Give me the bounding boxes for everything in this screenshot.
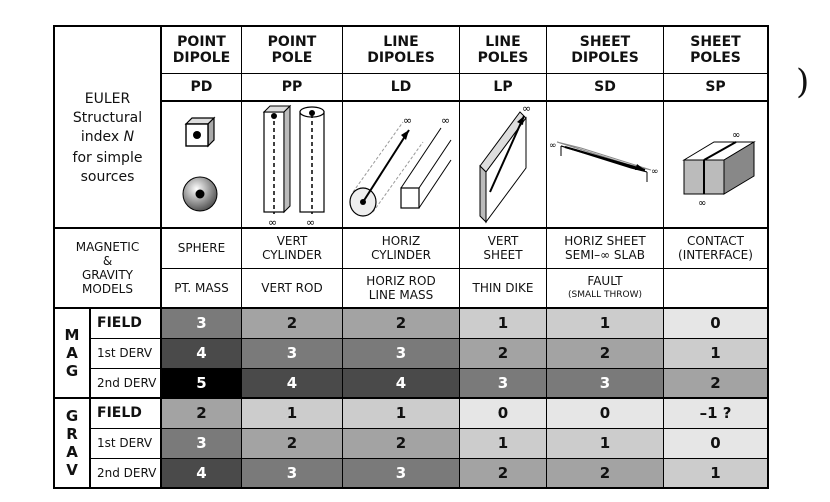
column-name-line-2: DIPOLES — [571, 49, 639, 66]
group-letter: V — [66, 461, 78, 479]
group-label-grav — [54, 398, 90, 488]
contact-block-icon — [664, 101, 769, 228]
row-label: 1st DERV — [90, 428, 161, 458]
title-line-1: EULER — [84, 90, 131, 107]
group-letter: G — [65, 362, 79, 380]
svg-text:∞: ∞ — [651, 167, 659, 177]
index-value-sd: 2 — [547, 458, 664, 488]
column-name-line-2: POLE — [271, 49, 313, 66]
mag-model-line: SEMI–∞ SLAB — [565, 248, 645, 263]
column-header-lp — [460, 26, 547, 73]
index-value-pd: 5 — [161, 368, 242, 398]
column-header-pp — [242, 26, 343, 73]
column-abbr-sd: SD — [547, 73, 664, 101]
index-value-ld: 2 — [343, 428, 460, 458]
svg-text:∞: ∞ — [732, 130, 741, 141]
mag-model-ld — [343, 228, 460, 268]
models-label-line: MODELS — [82, 282, 133, 296]
grav-model-line: VERT ROD — [261, 280, 323, 295]
column-abbr-ld: LD — [343, 73, 460, 101]
mag-model-sd — [547, 228, 664, 268]
row-label: FIELD — [90, 398, 161, 428]
column-name-line-1: LINE — [485, 33, 521, 50]
horizontal-cylinders-icon — [343, 101, 460, 228]
models-label-line: MAGNETIC — [75, 240, 140, 254]
row-label: 1st DERV — [90, 338, 161, 368]
svg-text:∞: ∞ — [403, 114, 413, 127]
title-line-2: Structural — [72, 109, 143, 126]
group-letter: G — [65, 407, 79, 425]
row-label: 2nd DERV — [90, 368, 161, 398]
index-value-sp: –1 ? — [664, 398, 769, 428]
grav-model-ld — [343, 268, 460, 308]
mag-model-line: (INTERFACE) — [678, 248, 753, 263]
grav-model-pd — [161, 268, 242, 308]
index-value-lp: 1 — [460, 428, 547, 458]
index-value-sd: 0 — [547, 398, 664, 428]
group-label-mag — [54, 308, 90, 398]
index-value-pp: 3 — [242, 338, 343, 368]
index-value-ld: 3 — [343, 458, 460, 488]
euler-title-cell — [54, 26, 161, 228]
column-header-sp — [664, 26, 769, 73]
index-value-lp: 2 — [460, 458, 547, 488]
grav-model-line: FAULT — [587, 273, 623, 288]
index-value-sp: 2 — [664, 368, 769, 398]
index-value-pd: 2 — [161, 398, 242, 428]
value-row — [54, 428, 768, 458]
column-abbr-sp: SP — [664, 73, 769, 101]
svg-text:∞: ∞ — [549, 141, 557, 151]
column-header-pd — [161, 26, 242, 73]
grav-model-sp — [664, 268, 769, 308]
mag-model-line: CYLINDER — [262, 248, 322, 263]
grav-model-note: (SMALL THROW) — [567, 289, 643, 300]
svg-text:∞: ∞ — [306, 216, 316, 227]
group-letter: A — [66, 344, 78, 362]
mag-model-line: CYLINDER — [371, 248, 431, 263]
mag-model-line: HORIZ SHEET — [564, 234, 646, 249]
column-name-line-1: POINT — [177, 33, 226, 50]
svg-text:∞: ∞ — [268, 216, 278, 227]
vertical-cylinders-icon — [242, 101, 343, 228]
index-value-pp: 2 — [242, 308, 343, 338]
index-value-ld: 4 — [343, 368, 460, 398]
index-value-ld: 3 — [343, 338, 460, 368]
mag-model-line: CONTACT — [687, 234, 744, 249]
index-value-pd: 4 — [161, 338, 242, 368]
column-name-line-2: POLES — [477, 49, 529, 66]
row-label: 2nd DERV — [90, 458, 161, 488]
index-value-ld: 2 — [343, 308, 460, 338]
models-label — [54, 228, 161, 308]
index-value-pd: 3 — [161, 428, 242, 458]
grav-model-sd — [547, 268, 664, 308]
mag-model-line: HORIZ — [381, 234, 421, 249]
column-header-sd — [547, 26, 664, 73]
euler-index-table — [53, 25, 769, 489]
index-value-sp: 1 — [664, 458, 769, 488]
index-value-lp: 2 — [460, 338, 547, 368]
column-header-ld — [343, 26, 460, 73]
column-name-line-2: DIPOLES — [367, 49, 435, 66]
mag-model-sp — [664, 228, 769, 268]
index-value-sd: 1 — [547, 308, 664, 338]
cube-and-sphere-icon — [161, 101, 242, 228]
title-line-5: sources — [80, 168, 135, 185]
index-value-sd: 1 — [547, 428, 664, 458]
group-letter: A — [66, 443, 78, 461]
index-value-pd: 3 — [161, 308, 242, 338]
index-value-sp: 1 — [664, 338, 769, 368]
index-value-ld: 1 — [343, 398, 460, 428]
vertical-sheet-icon — [460, 101, 547, 228]
grav-model-line: HORIZ ROD — [366, 273, 436, 288]
svg-text:∞: ∞ — [522, 102, 532, 115]
grav-model-line: PT. MASS — [174, 280, 229, 295]
title-line-4: for simple — [72, 149, 143, 166]
index-value-lp: 3 — [460, 368, 547, 398]
svg-text:∞: ∞ — [698, 198, 707, 209]
models-label-line: GRAVITY — [82, 268, 133, 282]
index-value-pp: 4 — [242, 368, 343, 398]
svg-text:∞: ∞ — [441, 114, 451, 127]
grav-model-pp — [242, 268, 343, 308]
value-row — [54, 308, 768, 338]
column-name-line-1: POINT — [267, 33, 317, 50]
models-label-line: & — [102, 254, 113, 268]
value-row — [54, 368, 768, 398]
column-name-line-1: LINE — [383, 33, 419, 50]
column-abbr-pd: PD — [161, 73, 242, 101]
mag-model-pd — [161, 228, 242, 268]
index-value-sd: 3 — [547, 368, 664, 398]
value-row — [54, 338, 768, 368]
value-row — [54, 458, 768, 488]
group-letter: R — [66, 425, 78, 443]
index-value-pd: 4 — [161, 458, 242, 488]
horizontal-sheet-icon — [547, 101, 664, 228]
index-value-pp: 2 — [242, 428, 343, 458]
column-name-line-1: SHEET — [579, 33, 631, 50]
value-row — [54, 398, 768, 428]
index-value-lp: 1 — [460, 308, 547, 338]
row-label: FIELD — [90, 308, 161, 338]
column-name-line-2: POLES — [690, 49, 741, 66]
column-name-line-2: DIPOLE — [172, 49, 231, 66]
mag-model-line: VERT — [487, 234, 519, 249]
column-name-line-1: SHEET — [690, 33, 741, 50]
index-value-pp: 3 — [242, 458, 343, 488]
closing-parenthesis: ) — [796, 62, 810, 102]
mag-model-line: SPHERE — [177, 241, 226, 256]
group-letter: M — [64, 326, 80, 344]
index-value-sp: 0 — [664, 308, 769, 338]
column-abbr-pp: PP — [242, 73, 343, 101]
column-abbr-lp: LP — [460, 73, 547, 101]
title-index-symbol: N — [123, 128, 135, 145]
grav-model-line: THIN DIKE — [472, 280, 534, 295]
mag-model-line: VERT — [276, 234, 308, 249]
mag-model-pp — [242, 228, 343, 268]
grav-model-line: LINE MASS — [368, 287, 434, 302]
mag-model-lp — [460, 228, 547, 268]
title-index-word: index — [80, 128, 120, 145]
mag-model-line: SHEET — [483, 248, 523, 263]
index-value-lp: 0 — [460, 398, 547, 428]
title-line-3 — [55, 128, 160, 147]
grav-model-lp — [460, 268, 547, 308]
index-value-sd: 2 — [547, 338, 664, 368]
index-value-pp: 1 — [242, 398, 343, 428]
index-value-sp: 0 — [664, 428, 769, 458]
